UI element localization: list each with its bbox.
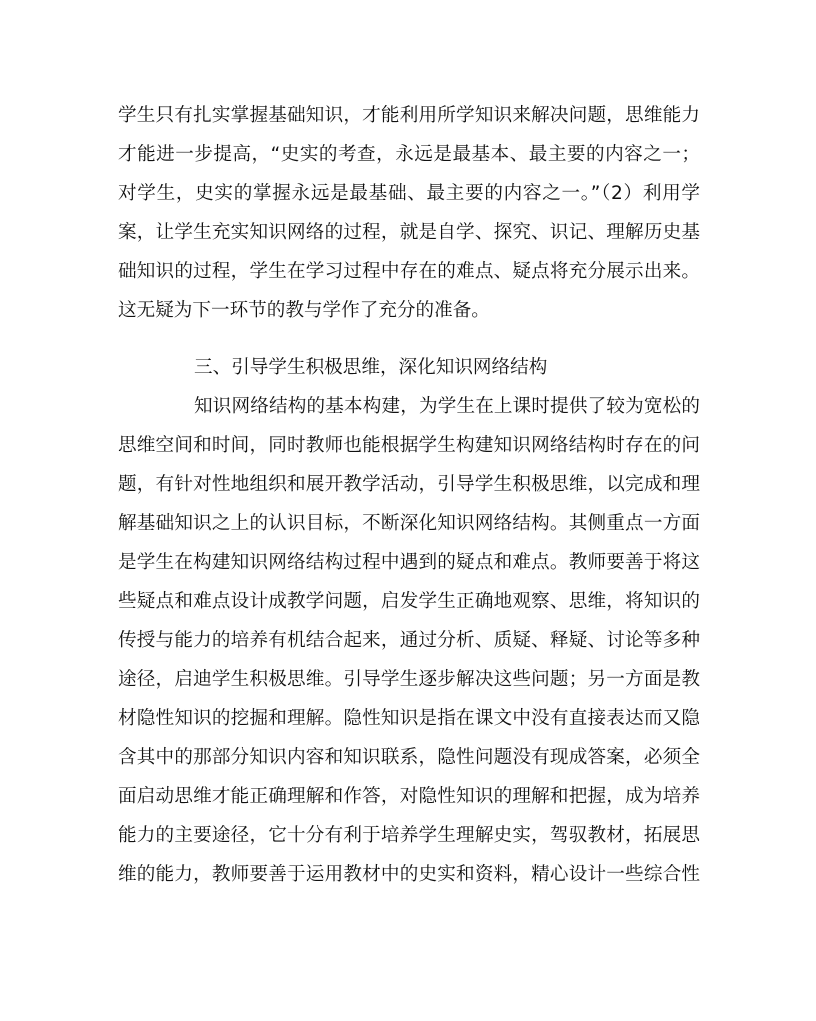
paragraph-1-line-5: 础知识的过程，学生在学习过程中存在的难点、疑点将充分展示出来。 (118, 261, 700, 282)
section-heading: 三、引导学生积极思维，深化知识网络结构 (194, 357, 548, 378)
paragraph-2-line-3: 题，有针对性地组织和展开教学活动，引导学生积极思维，以完成和理 (118, 474, 700, 495)
paragraph-2-line-9: 材隐性知识的挖掘和理解。隐性知识是指在课文中没有直接表达而又隐 (118, 708, 700, 729)
paragraph-2-line-6: 些疑点和难点设计成教学问题，启发学生正确地观察、思维，将知识的 (118, 591, 700, 612)
paragraph-2-line-5: 是学生在构建知识网络结构过程中遇到的疑点和难点。教师要善于将这 (118, 552, 700, 573)
paragraph-2-line-10: 含其中的那部分知识内容和知识联系，隐性问题没有现成答案，必须全 (118, 747, 700, 768)
paragraph-2-line-13: 维的能力，教师要善于运用教材中的史实和资料，精心设计一些综合性 (118, 864, 700, 885)
paragraph-2-line-1: 知识网络结构的基本构建，为学生在上课时提供了较为宽松的 (194, 396, 700, 417)
paragraph-2-line-8: 途径，启迪学生积极思维。引导学生逐步解决这些问题；另一方面是教 (118, 669, 700, 690)
paragraph-2-line-2: 思维空间和时间，同时教师也能根据学生构建知识网络结构时存在的问 (118, 435, 700, 456)
paragraph-1-line-3: 对学生，史实的掌握永远是最基础、最主要的内容之一。”（2）利用学 (118, 183, 700, 204)
paragraph-1-line-4: 案，让学生充实知识网络的过程，就是自学、探究、识记、理解历史基 (118, 222, 700, 243)
paragraph-2-line-4: 解基础知识之上的认识目标，不断深化知识网络结构。其侧重点一方面 (118, 513, 700, 534)
paragraph-2-line-12: 能力的主要途径，它十分有利于培养学生理解史实，驾驭教材，拓展思 (118, 825, 700, 846)
paragraph-2-line-7: 传授与能力的培养有机结合起来，通过分析、质疑、释疑、讨论等多种 (118, 630, 700, 651)
paragraph-1-line-6: 这无疑为下一环节的教与学作了充分的准备。 (118, 300, 490, 321)
paragraph-1-line-1: 学生只有扎实掌握基础知识，才能利用所学知识来解决问题，思维能力 (118, 105, 700, 126)
paragraph-2-line-11: 面启动思维才能正确理解和作答，对隐性知识的理解和把握，成为培养 (118, 786, 700, 807)
paragraph-1-line-2: 才能进一步提高，“史实的考查，永远是最基本、最主要的内容之一； (118, 144, 700, 165)
